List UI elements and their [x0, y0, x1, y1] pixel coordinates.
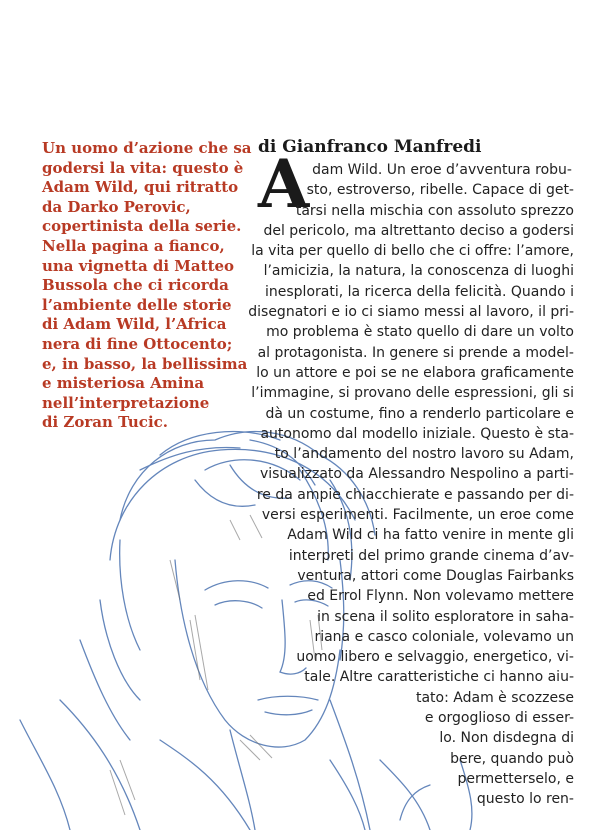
body-line: tale. Altre caratteristiche ci hanno aiu- [304, 669, 574, 686]
caption-line: godersi la vita: questo è [42, 158, 244, 177]
body-line: del pericolo, ma altrettanto deciso a godersi [263, 222, 574, 239]
body-line: Adam Wild ci ha fatto venire in mente gli [287, 527, 574, 544]
caption-line: copertinista della serie. [42, 217, 242, 236]
body-line: disegnatori e io ci siamo messi al lavoro, il pri- [248, 304, 574, 321]
body-line: riana e casco coloniale, volevamo un [314, 628, 574, 645]
body-line: ed Errol Flynn. Non volevamo mettere [307, 588, 574, 605]
caption-line: e, in basso, la bellissima [42, 354, 248, 373]
caption-line: Adam Wild, qui ritratto [42, 178, 239, 197]
caption-line: di Zoran Tucic. [42, 413, 168, 432]
body-line: tarsi nella mischia con assoluto sprezzo [295, 202, 574, 219]
body-line: uomo libero e selvaggio, energetico, vi- [296, 649, 574, 666]
body-line: to l’andamento del nostro lavoro su Adam, [274, 446, 574, 463]
body-line: mo problema è stato quello di dare un volto [266, 324, 574, 341]
body-line: questo lo ren- [476, 791, 574, 808]
body-line: dà un costume, fino a renderlo particolare e [265, 405, 574, 422]
caption-line: Nella pagina a fianco, [42, 236, 225, 255]
caption-line: Bussola che ci ricorda [42, 276, 229, 295]
body-line: lo. Non disdegna di [439, 730, 574, 747]
drop-cap: A [258, 145, 310, 223]
body-line: versi esperimenti. Facilmente, un eroe come [261, 507, 574, 524]
body-line: l’amicizia, la natura, la conoscenza di luoghi [263, 263, 574, 280]
body-line: l’immagine, si provano delle espressioni, gli si [251, 385, 574, 402]
body-line: lo un attore e poi se ne elabora graficamente [256, 364, 574, 381]
body-line: interpreti del primo grande cinema d’av- [288, 547, 574, 564]
caption-line: Un uomo d’azione che sa [42, 139, 252, 157]
body-line: dam Wild. Un eroe d’avventura robu- [312, 162, 572, 178]
caption-line: una vignetta di Matteo [42, 256, 235, 275]
body-line: re da ampie chiacchierate e passando per di- [256, 486, 574, 503]
body-line: visualizzato da Alessandro Nespolino a parti- [259, 466, 574, 483]
caption-line: nera di fine Ottocento; [42, 334, 233, 353]
caption-line: da Darko Perovic, [42, 197, 191, 216]
body-line: autonomo dal modello iniziale. Questo è sta- [260, 425, 574, 442]
body-line: ventura, attori come Douglas Fairbanks [297, 567, 574, 584]
caption-line: l’ambiente delle storie [42, 295, 232, 314]
body-line: la vita per quello di bello che ci offre: l’amore, [251, 243, 574, 260]
caption-line: e misteriosa Amina [42, 374, 205, 393]
body-line: al protagonista. In genere si prende a model- [257, 344, 574, 361]
body-line: inesplorati, la ricerca della felicità. Quando i [265, 283, 574, 300]
body-line: permetterselo, e [457, 770, 574, 787]
body-line: in scena il solito esploratore in saha- [317, 608, 574, 625]
article-byline: di Gianfranco Manfredi [258, 137, 482, 157]
body-line: bere, quando può [450, 750, 574, 767]
caption-line: di Adam Wild, l’Africa [42, 315, 227, 334]
caption-line: nell’interpretazione [42, 393, 210, 412]
body-line: sto, estroverso, ribelle. Capace di get- [306, 182, 574, 199]
body-line: e orgoglioso di esser- [424, 710, 574, 727]
article-body [0, 160, 610, 810]
body-line: tato: Adam è scozzese [415, 689, 574, 706]
